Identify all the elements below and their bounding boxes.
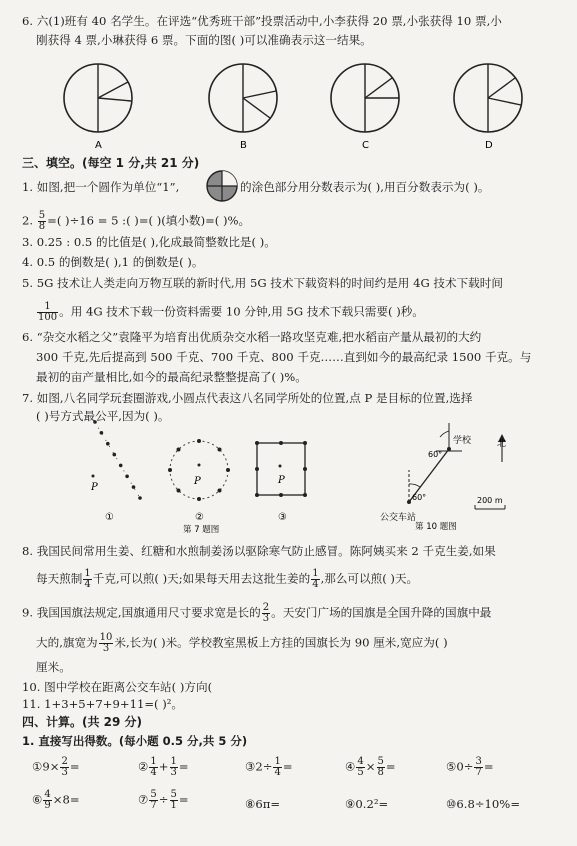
fill-q6-line1: 6. “杂交水稻之父”袁隆平为培育出优质杂交水稻一路攻坚克难,把水稻亩产量从最初的大约 <box>22 330 482 344</box>
calc-item-8: ⑧6π= <box>245 797 281 811</box>
fill-q10: 10. 图中学校在距离公交车站( )方向( <box>22 680 213 694</box>
fig7-option3-square <box>255 441 307 497</box>
fill-q8-line2: 每天煎制 $\frac{1}{4}$ 千克,可以煎( )天;如果每天用去这批生姜的 $\frac{1}{4}$ ,那么可以煎( )天。 <box>36 568 419 590</box>
section4-title: 四、计算。(共 29 分) <box>22 715 143 729</box>
q6-text-line2: 刚获得 4 票,小琳获得 6 票。下面的图( )可以准确表示这一结果。 <box>36 33 372 47</box>
calc-item-3: ③2÷ $\frac{1}{4}$ = <box>245 756 293 778</box>
fig10-angle-label-1: 60° <box>428 450 443 459</box>
calc-item-10: ⑩6.8÷10%= <box>446 797 521 811</box>
fill-q1-suffix: 的涂色部分用分数表示为( ),用百分数表示为( )。 <box>240 180 490 194</box>
fraction-1-4-b: $\frac{1}{4}$ <box>312 568 319 590</box>
q6-text-line1: 6. 六(1)班有 40 名学生。在评选“优秀班干部”投票活动中,小李获得 20 票,小张获得 10 票,小 <box>22 14 502 28</box>
fig7-p-label-3: P <box>278 475 285 486</box>
option-label-b: B <box>240 140 247 151</box>
calc-item-7: ⑦ $\frac{5}{7}$ ÷ $\frac{5}{1}$ = <box>138 789 189 811</box>
fig10-school-label: 学校 <box>453 436 472 446</box>
fill-q3: 3. 0.25 : 0.5 的比值是( ),化成最简整数比是( )。 <box>22 235 276 249</box>
fill-q1-prefix: 1. 如图,把一个圆作为单位“1”, <box>22 180 180 194</box>
fill-q11: 11. 1+3+5+7+9+11=( )²。 <box>22 697 184 711</box>
fill-q4: 4. 0.5 的倒数是( ),1 的倒数是( )。 <box>22 255 204 269</box>
fraction-2-3: $\frac{2}{3}$ <box>262 602 270 624</box>
pie-chart-c <box>331 64 399 132</box>
fill-q6-line3: 最初的亩产量相比,如今的最高纪录整整提高了( )%。 <box>36 370 307 384</box>
fill-q8-line1: 8. 我国民间常用生姜、红糖和水煎制姜汤以驱除寒气防止感冒。陈阿姨买来 2 千克生姜,如果 <box>22 544 496 558</box>
calc-item-2: ② $\frac{1}{4}$ + $\frac{1}{3}$ = <box>138 756 189 778</box>
fill-q9-line3: 厘米。 <box>36 660 71 674</box>
fill-q5-line1: 5. 5G 技术让人类走向万物互联的新时代,用 5G 技术下载资料的时间约是用 4G 技术下载时间 <box>22 276 503 290</box>
unit-circle-icon <box>207 171 237 201</box>
fill-q9-line2: 大的,旗宽为 $\frac{10}{3}$ 米,长为( )米。学校教室黑板上方挂的国旗长为 90 厘米,宽应为( ) <box>36 632 448 654</box>
fig7-option1-line <box>92 420 142 500</box>
calc-item-5: ⑤0÷ $\frac{3}{7}$ = <box>446 756 494 778</box>
pie-chart-a <box>64 64 132 132</box>
fill-q6-line2: 300 千克,先后提高到 500 千克、700 千克、800 千克……直到如今的最高纪录 1500 千克。与 <box>36 350 532 364</box>
fig7-p-label-2: P <box>194 476 201 487</box>
fill-q9-line1: 9. 我国国旗法规定,国旗通用尺寸要求宽是长的 $\frac{2}{3}$ 。天安门广场的国旗是全国升降的国旗中最 <box>22 602 492 624</box>
fig10-station-label: 公交车站 <box>380 513 417 523</box>
calc-item-4: ④ $\frac{4}{5}$ × $\frac{5}{8}$ = <box>345 756 396 778</box>
fraction-1-100: $\frac{1}{100}$ <box>38 301 58 323</box>
fill-q7-line1: 7. 如图,八名同学玩套圈游戏,小圆点代表这八名同学所处的位置,点 P 是目标的位置,选择 <box>22 391 473 405</box>
option-label-c: C <box>362 140 369 151</box>
fig7-p-label-1: P <box>91 482 98 493</box>
option-label-a: A <box>95 140 102 151</box>
fig10-north-label: 北 <box>497 439 507 449</box>
fill-q7-line2: ( )号方式最公平,因为( )。 <box>36 409 170 423</box>
pie-chart-d <box>454 64 522 132</box>
fig10-caption: 第 10 题图 <box>415 522 457 532</box>
fig7-option2-circle <box>168 439 230 501</box>
section3-title: 三、填空。(每空 1 分,共 21 分) <box>22 156 200 170</box>
fraction-10-3: $\frac{10}{3}$ <box>99 632 113 654</box>
fig10-angle-label-2: 60° <box>412 493 427 502</box>
fig7-label-3: ③ <box>278 512 287 523</box>
pie-chart-b <box>209 64 277 132</box>
fraction-1-4-a: $\frac{1}{4}$ <box>84 568 91 590</box>
calc-item-9: ⑨0.2²= <box>345 797 389 811</box>
section4-sub1: 1. 直接写出得数。(每小题 0.5 分,共 5 分) <box>22 734 248 748</box>
fig7-caption: 第 7 题图 <box>183 525 220 535</box>
option-label-d: D <box>485 140 493 151</box>
fraction-5-8: $\frac{5}{8}$ <box>38 210 46 232</box>
calc-item-1: ①9× $\frac{2}{3}$ = <box>32 756 80 778</box>
fig7-label-2: ② <box>195 512 204 523</box>
fig7-label-1: ① <box>105 512 114 523</box>
fig10-scale-label: 200 m <box>477 496 503 505</box>
calc-item-6: ⑥ $\frac{4}{9}$ ×8= <box>32 789 80 811</box>
fill-q5-line2: $\frac{1}{100}$ 。用 4G 技术下载一份资料需要 10 分钟,用 5G 技术下载只需要( )秒。 <box>38 301 424 323</box>
fill-q2: 2. $\frac{5}{8}$ =( )÷16 = 5 :( )=( )(填小数)=( )%。 <box>22 210 251 232</box>
